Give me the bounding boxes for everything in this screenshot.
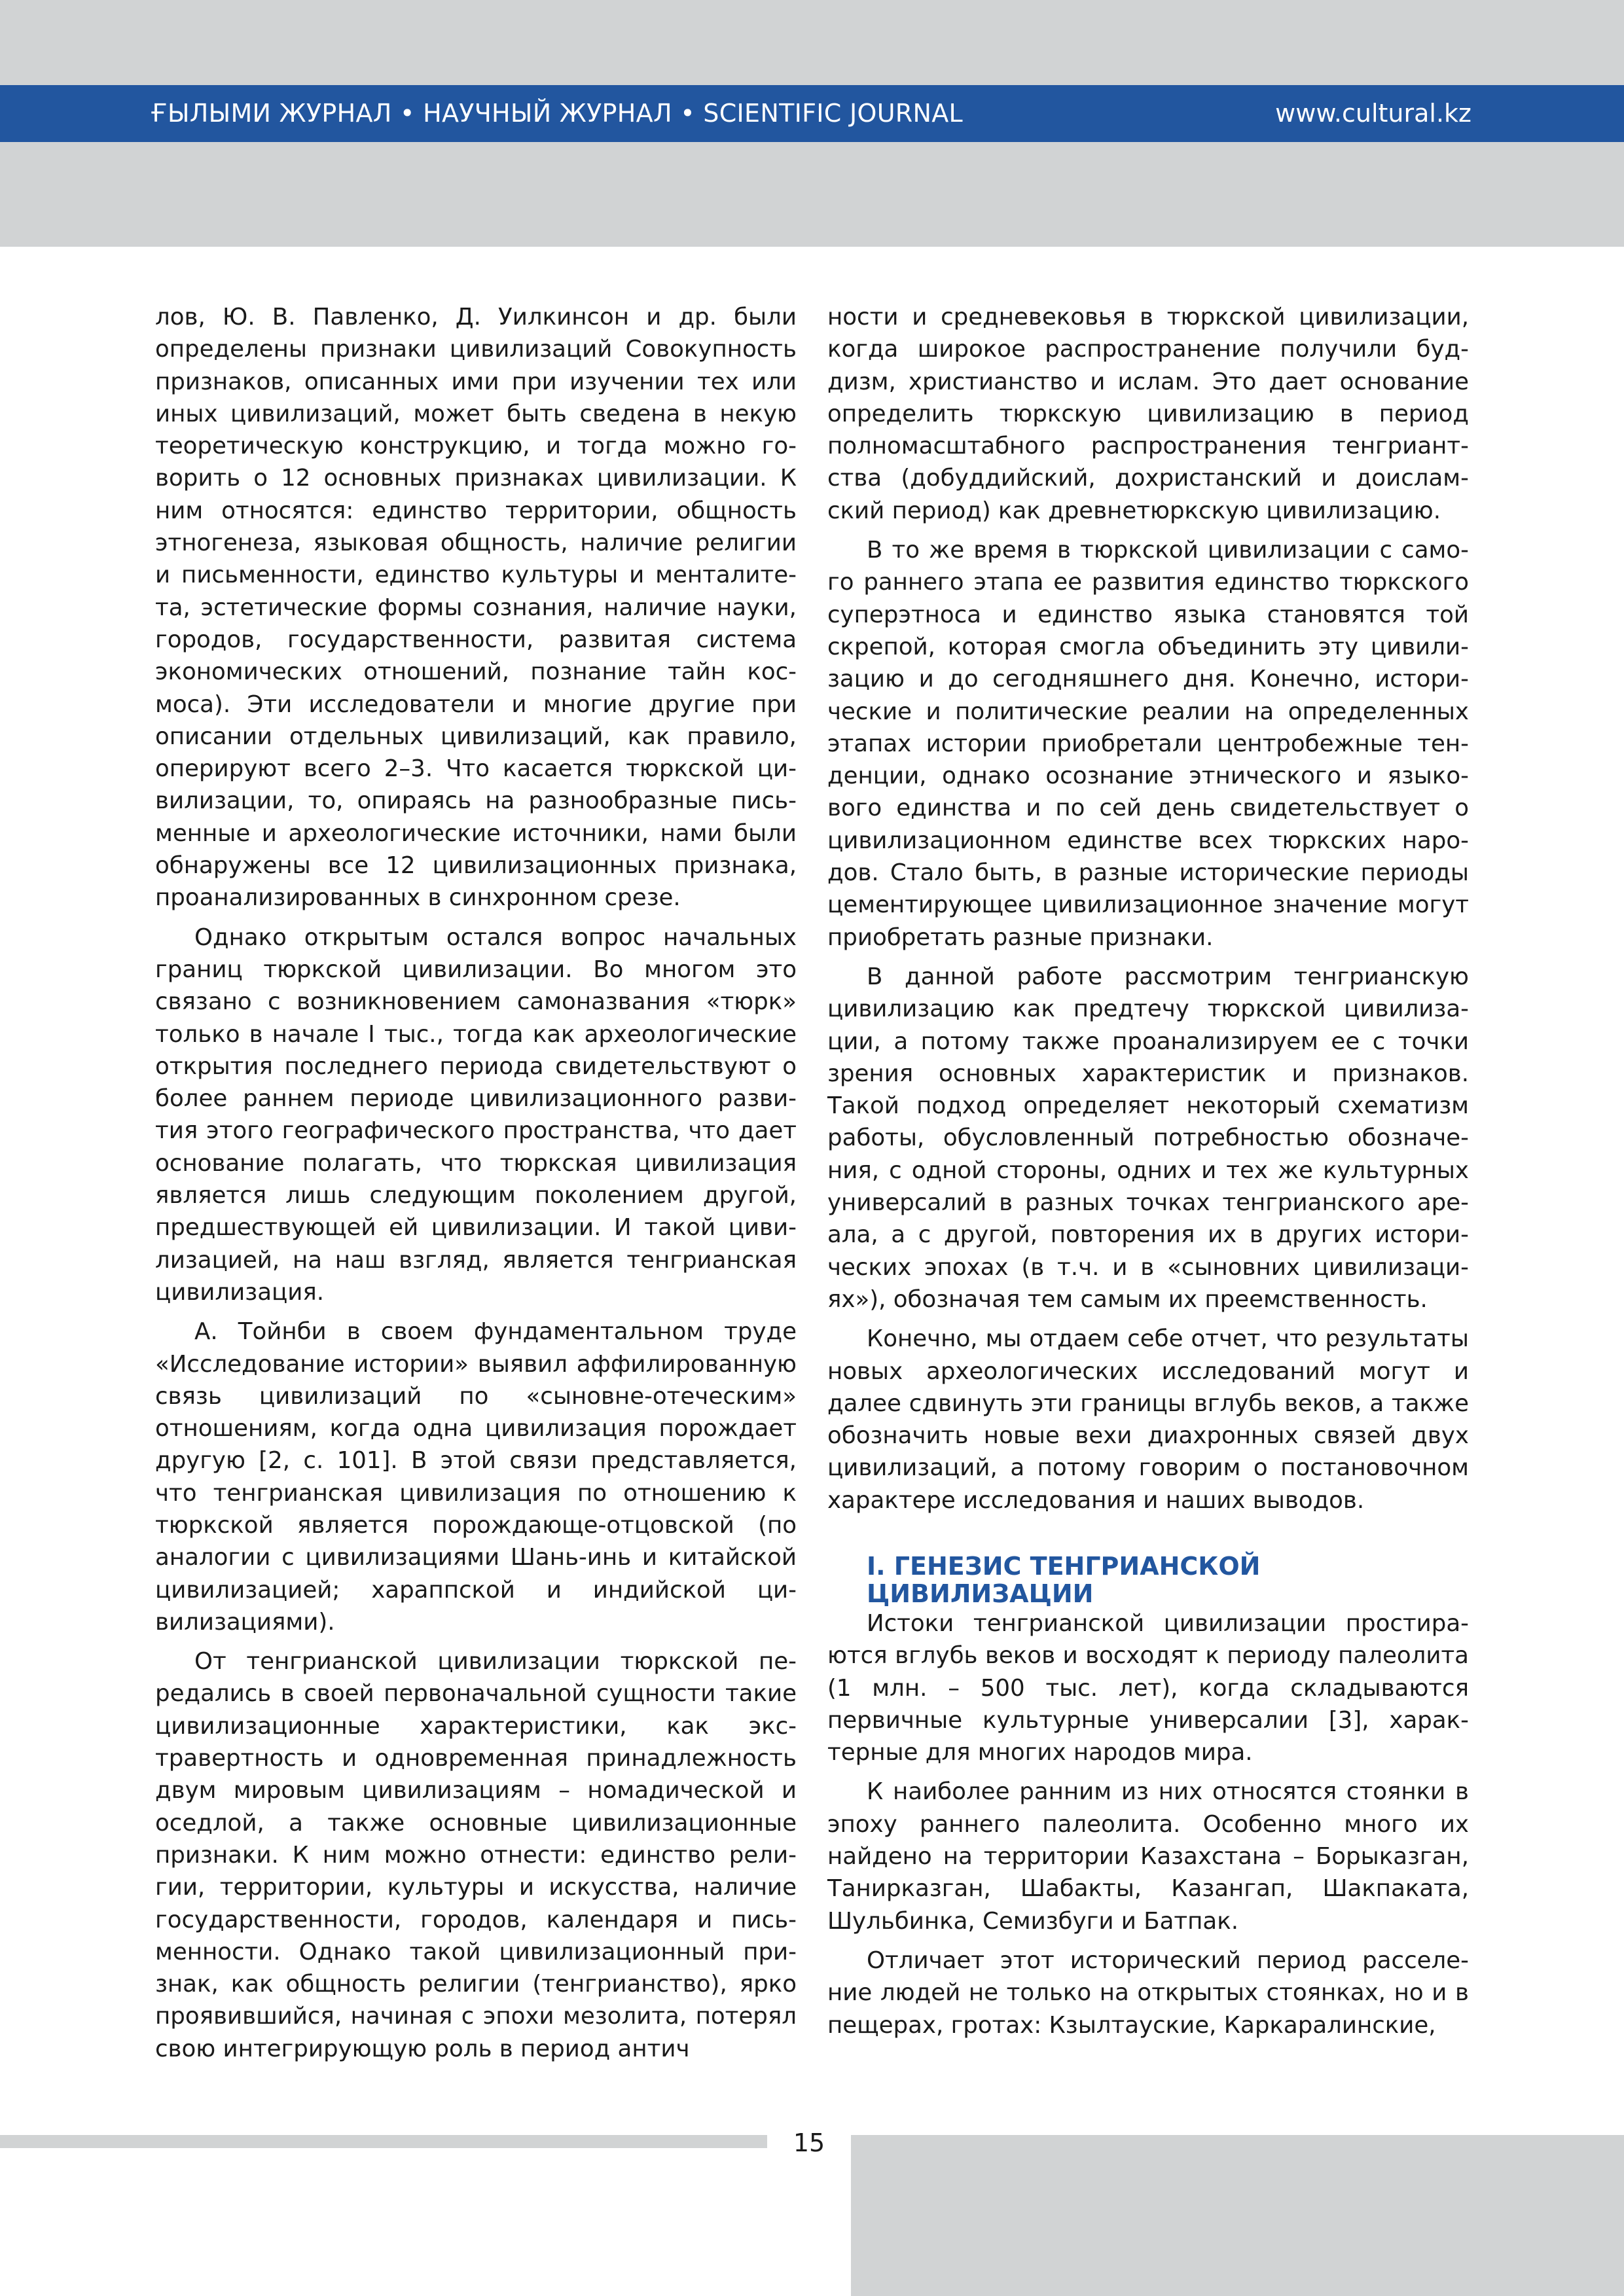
- paragraph: лов, Ю. В. Павленко, Д. Уилкинсон и др. были определены признаки цивилизаций Совокупность признаков, описанных ими при изучении тех или иных цивилизаций, может быть сведена в некую теоретическую конструкцию, и тогда можно говорить о 12 основных признаках цивилизации. К ним относятся: единство территории, общность этногенеза, языковая общность, наличие религии и письменности, единство культуры и менталитета, эстетические формы сознания, наличие науки, городов, государственности, развитая система экономических отношений, познание тайн космоса). Эти исследователи и многие другие при описании отдельных цивилизаций, как правило, оперируют всего 2–3. Что касается тюркской цивилизации, то, опираясь на разнообразные письменные и археологические источники, нами были обнаружены все 12 цивилизационных признака, проанализированных в синхронном срезе.: [155, 304, 797, 912]
- left-text-column: [155, 301, 797, 2072]
- paragraph: В данной работе рассмотрим тенгрианскую цивилизацию как предтечу тюркской цивилизации, а потому также проанализируем ее с точки зрения основных характеристик и признаков. Такой подход определяет некоторый схематизм работы, обусловленный потребностью обозначения, с одной стороны, одних и тех же культурных универсалий в разных точках тенгрианского ареала, а с другой, повторения их в других исторических эпохах (в т.ч. и в «сыновних цивилизациях»), обозначая тем самым их преемственность.: [827, 963, 1469, 1313]
- paragraph: Истоки тенгрианской цивилизации простираются вглубь веков и восходят к периоду палеолита (1 млн. – 500 тыс. лет), когда складываются первичные культурные универсалии [3], характерные для многих народов мира.: [827, 1609, 1469, 1767]
- journal-title: ҒЫЛЫМИ ЖУРНАЛ • НАУЧНЫЙ ЖУРНАЛ • SCIENTIFIC JOURNAL: [151, 99, 964, 128]
- paragraph: ности и средневековья в тюркской цивилизации, когда широкое распространение получили буддизм, христианство и ислам. Это дает основание определить тюркскую цивилизацию в период полномасштабного распространения тенгриантства (добуддийский, дохристанский и доисламский период) как древнетюркскую цивилизацию.: [827, 304, 1469, 524]
- paragraph: К наиболее ранним из них относятся стоянки в эпоху раннего палеолита. Особенно много их найдено на территории Казахстана – Борыказган, Танирказган, Шабакты, Казангап, Шакпаката, Шульбинка, Семизбуги и Батпак.: [827, 1778, 1469, 1935]
- journal-website-url: www.cultural.kz: [1275, 99, 1471, 128]
- footer-gray-rule: [0, 2135, 767, 2148]
- paragraph: В то же время в тюркской цивилизации с самого раннего этапа ее развития единство тюркского суперэтноса и единство языка становятся той скрепой, которая смогла объединить эту цивилизацию и до сегодняшнего дня. Конечно, исторические и политические реалии на определенных этапах истории приобретали центробежные тенденции, однако осознание этнического и языкового единства и по сей день свидетельствует о цивилизационном единстве всех тюркских народов. Стало быть, в разные исторические периоды цементирующее цивилизационное значение могут приобретать разные признаки.: [827, 537, 1469, 951]
- paragraph: А. Тойнби в своем фундаментальном труде «Исследование истории» выявил аффилированную связь цивилизаций по «сыновне-отеческим» отношениям, когда одна цивилизация порождает другую [2, с. 101]. В этой связи представляется, что тенгрианская цивилизация по отношению к тюркской является порождающе-отцовской (по аналогии с цивилизациями Шань-инь и китайской цивилизацией; хараппской и индийской цивилизациями).: [155, 1318, 797, 1636]
- paragraph: Отличает этот исторический период расселение людей не только на открытых стоянках, но и в пещерах, гротах: Кзылтауские, Каркаралинские,: [827, 1946, 1469, 2039]
- footer-gray-block: [851, 2135, 1624, 2296]
- page-number: 15: [793, 2128, 825, 2157]
- paragraph: Однако открытым остался вопрос начальных границ тюркской цивилизации. Во многом это связано с возникновением самоназвания «тюрк» только в начале I тыс., тогда как археологические открытия последнего периода свидетельствуют о более раннем периоде цивилизационного развития этого географического пространства, что дает основание полагать, что тюркская цивилизация является лишь следующим поколением другой, предшествующей ей цивилизации. И такой цивилизацией, на наш взгляд, является тенгрианская цивилизация.: [155, 924, 797, 1306]
- section-heading: I. ГЕНЕЗИС ТЕНГРИАНСКОЙ ЦИВИЛИЗАЦИИ: [867, 1551, 1261, 1608]
- paragraph: От тенгрианской цивилизации тюркской передались в своей первоначальной сущности такие цивилизационные характеристики, как экстравертность и одновременная принадлежность двум мировым цивилизациям – номадической и оседлой, а также основные цивилизационные признаки. К ним можно отнести: единство религии, территории, культуры и искусства, наличие государственности, городов, календаря и письменности. Однако такой цивилизационный признак, как общность религии (тенгрианство), ярко проявившийся, начиная с эпохи мезолита, потерял свою интегрирующую роль в период антич: [155, 1648, 797, 2062]
- right-text-column: [827, 301, 1469, 2049]
- paragraph: Конечно, мы отдаем себе отчет, что результаты новых археологических исследований могут и далее сдвинуть эти границы вглубь веков, а также обозначить новые вехи диахронных связей двух цивилизаций, а потому говорим о постановочном характере исследования и наших выводов.: [827, 1325, 1469, 1514]
